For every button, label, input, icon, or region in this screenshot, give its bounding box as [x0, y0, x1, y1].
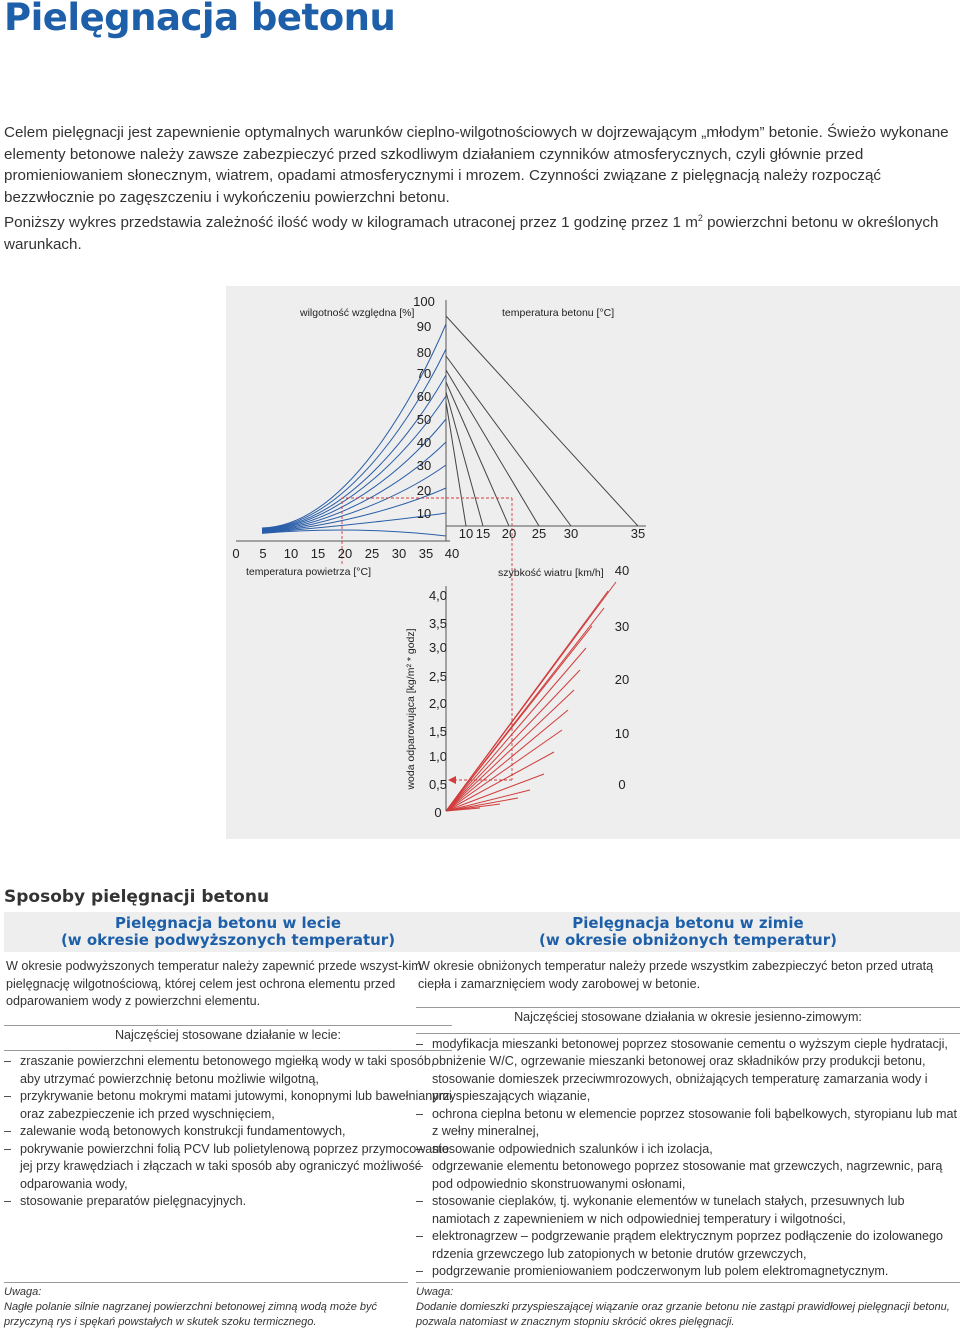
winter-list-item: – ochrona cieplna betonu w elemencie poprzez stosowanie foli bąbelkowych, styropianu lub mat z wełny mineralnej, — [416, 1106, 960, 1141]
evaporation-tick-label: 1,5 — [428, 724, 448, 739]
wind-speed-label: szybkość wiatru [km/h] — [498, 567, 604, 579]
evaporation-tick-label: 2,0 — [428, 696, 448, 711]
wind-speed-line — [446, 690, 574, 811]
summer-list-item: – stosowanie preparatów pielęgnacyjnych. — [4, 1193, 452, 1211]
summer-note — [4, 1282, 408, 1330]
summer-list-item: – zalewanie wodą betonowych konstrukcji fundamentowych, — [4, 1123, 452, 1141]
wind-speed-value-label: 10 — [614, 726, 630, 741]
summer-list-item: – przykrywanie betonu mokrymi matami jutowymi, konopnymi lub bawełnianymi oraz zabezpieczenie ich przed wyschnięciem, — [4, 1088, 452, 1123]
winter-list-item: – stosowanie cieplaków, tj. wykonanie elementów w tunelach stałych, przesuwnych lub namiotach z zapewnieniem w nich odpowiedniej temperatury i wilgotności, — [416, 1193, 960, 1228]
humidity-value-label: 70 — [416, 366, 432, 381]
winter-note — [416, 1282, 960, 1330]
wind-speed-line — [446, 648, 586, 811]
humidity-value-label: 40 — [416, 435, 432, 450]
intro-paragraph-1: Celem pielęgnacji jest zapewnienie optymalnych warunków cieplno-wilgotnościowych w dojrzewającym „młodym” betonie. Świeżo wykonane elementy betonowe należy zawsze zabezpieczyć przed szkodliwym działaniem czynników atmosferycznych, czyli głównie przed promieniowaniem słonecznym, wiatrem, opadami atmosferycznymi i mrozem. Czynności związane z pielęgnacją należy rozpocząć bezzwłocznie po zagęszczeniu i wykończeniu powierzchni betonu. — [4, 124, 949, 206]
nomogram-svg — [226, 286, 960, 839]
concrete-temp-value-label: 25 — [531, 526, 547, 541]
wind-speed-line — [446, 730, 562, 811]
humidity-value-label: 80 — [416, 345, 432, 360]
intro-text — [4, 122, 960, 255]
summer-subheading: Najczęściej stosowane działanie w lecie: — [4, 1025, 452, 1045]
winter-heading: Pielęgnacja betonu w zimie (w okresie obniżonych temperatur) — [416, 912, 960, 952]
concrete-temp-value-label: 10 — [458, 526, 474, 541]
humidity-value-label: 60 — [416, 389, 432, 404]
humidity-axis-label: wilgotność względna [%] — [300, 307, 415, 319]
winter-description: W okresie obniżonych temperatur należy przede wszystkim zabezpieczyć beton przed utratą ciepła i zamarznięciem wody zarobowej w betonie. — [418, 959, 934, 991]
summer-list — [4, 1050, 452, 1211]
reading-arrow-head — [448, 776, 456, 784]
concrete-temp-value-label: 20 — [501, 526, 517, 541]
air-temp-tick-label: 10 — [283, 546, 299, 561]
page-title: Pielęgnacja betonu — [4, 0, 396, 39]
concrete-temp-value-label: 15 — [475, 526, 491, 541]
winter-note-text: Dodanie domieszki przyspieszającej wiązanie oraz grzanie betonu nie zastąpi prawidłowej pielęgnacji betonu, pozwala natomiast w znacznym stopniu skrócić okres pielęgnacji. — [416, 1301, 950, 1328]
concrete-temp-value-label: 35 — [630, 526, 646, 541]
summer-heading: Pielęgnacja betonu w lecie (w okresie podwyższonych temperatur) — [4, 912, 452, 952]
winter-note-label: Uwaga: — [416, 1286, 454, 1298]
air-temp-tick-label: 5 — [259, 546, 267, 561]
winter-list-item: – stosowanie odpowiednich szalunków i ich izolacja, — [416, 1141, 960, 1159]
wind-speed-value-label: 40 — [614, 563, 630, 578]
humidity-value-label: 20 — [416, 483, 432, 498]
air-temp-tick-label: 15 — [310, 546, 326, 561]
concrete-temp-line — [446, 370, 539, 526]
concrete-temp-label: temperatura betonu [°C] — [502, 307, 615, 319]
concrete-temp-line — [446, 356, 571, 526]
summer-description: W okresie podwyższonych temperatur należy zapewnić przede wszyst-kim pielęgnację wilgotnościową, której celem jest ochrona elementu przed odparowaniem wody z powierzchni elementu. — [6, 959, 422, 1008]
concrete-temp-line — [446, 392, 483, 526]
humidity-value-label: 100 — [413, 294, 435, 309]
wind-speed-line — [446, 670, 580, 811]
humidity-value-label: 30 — [416, 458, 432, 473]
wind-speed-value-label: 20 — [614, 672, 630, 687]
evaporation-tick-label: 1,0 — [428, 749, 448, 764]
humidity-value-label: 90 — [416, 319, 432, 334]
summer-column — [4, 912, 452, 1211]
evaporation-tick-label: 3,5 — [428, 616, 448, 631]
wind-speed-value-label: 30 — [614, 619, 630, 634]
air-temp-tick-label: 25 — [364, 546, 380, 561]
intro-paragraph-2: Poniższy wykres przedstawia zależność ilość wody w kilogramach utraconej przez 1 godzinę przez 1 $m^2$ powierzchni betonu w określonych warunkach. — [4, 213, 939, 253]
evaporation-tick-label: 0 — [434, 805, 442, 820]
summer-list-item: – pokrywanie powierzchni folią PCV lub polietylenową poprzez przymocowanie jej przy krawędziach i złączach w taki sposób aby ograniczyć możliwość odparowania wody, — [4, 1141, 452, 1194]
evaporation-tick-label: 3,0 — [428, 640, 448, 655]
wind-speed-line — [446, 752, 554, 811]
humidity-value-label: 10 — [416, 506, 432, 521]
air-temp-tick-label: 0 — [232, 546, 240, 561]
winter-list-item: – modyfikacja mieszanki betonowej poprzez stosowanie cementu o wyższym cieple hydratacji, obniżenie W/C, ogrzewanie mieszanki betonowej oraz składników przy produkcji betonu, stosowanie domieszek przeciwmrozowych, obniżających temperaturę zamarzania wody i przyspieszających wiązanie, — [416, 1036, 960, 1106]
methods-title: Sposoby pielęgnacji betonu — [4, 887, 270, 907]
humidity-value-label: 50 — [416, 412, 432, 427]
air-temp-tick-label: 35 — [418, 546, 434, 561]
evaporation-axis-label: woda odparowująca [kg/m² * godz] — [405, 628, 417, 790]
evaporation-tick-label: 0,5 — [428, 777, 448, 792]
wind-speed-line — [446, 591, 608, 811]
winter-list-item: – elektronagrzew – podgrzewanie prądem elektrycznym poprzez podłączenie do izolowanego rdzenia grzewczego lub zatopionych w betonie drutów grzewczych, — [416, 1228, 960, 1263]
winter-subheading: Najczęściej stosowane działania w okresie jesienno-zimowym: — [416, 1007, 960, 1027]
winter-column — [416, 912, 960, 1281]
summer-note-text: Nagłe polanie silnie nagrzanej powierzchni betonowej zimną wodą może być przyczyną rys i spękań powstałych w skutek szoku termicznego. — [4, 1301, 377, 1328]
winter-list — [416, 1033, 960, 1281]
evaporation-tick-label: 4,0 — [428, 588, 448, 603]
summer-list-item: – zraszanie powierzchni elementu betonowego mgiełką wody w taki sposób, aby utrzymać powierzchnię betonu możliwie wilgotną, — [4, 1053, 452, 1088]
air-temp-axis-label: temperatura powietrza [°C] — [246, 566, 372, 578]
air-temp-tick-label: 20 — [337, 546, 353, 561]
evaporation-nomogram — [226, 286, 960, 839]
air-temp-tick-label: 40 — [444, 546, 460, 561]
winter-list-item: – odgrzewanie elementu betonowego poprzez stosowanie mat grzewczych, nagrzewnic, parą pod odpowiednio skonstruowanymi osłonami, — [416, 1158, 960, 1193]
wind-speed-value-label: 0 — [618, 777, 626, 792]
summer-note-label: Uwaga: — [4, 1286, 42, 1298]
concrete-temp-value-label: 30 — [563, 526, 579, 541]
air-temp-tick-label: 30 — [391, 546, 407, 561]
humidity-curve — [262, 530, 446, 536]
winter-list-item: – podgrzewanie promieniowaniem podczerwonym lub polem elektromagnetycznym. — [416, 1263, 960, 1281]
evaporation-tick-label: 2,5 — [428, 669, 448, 684]
